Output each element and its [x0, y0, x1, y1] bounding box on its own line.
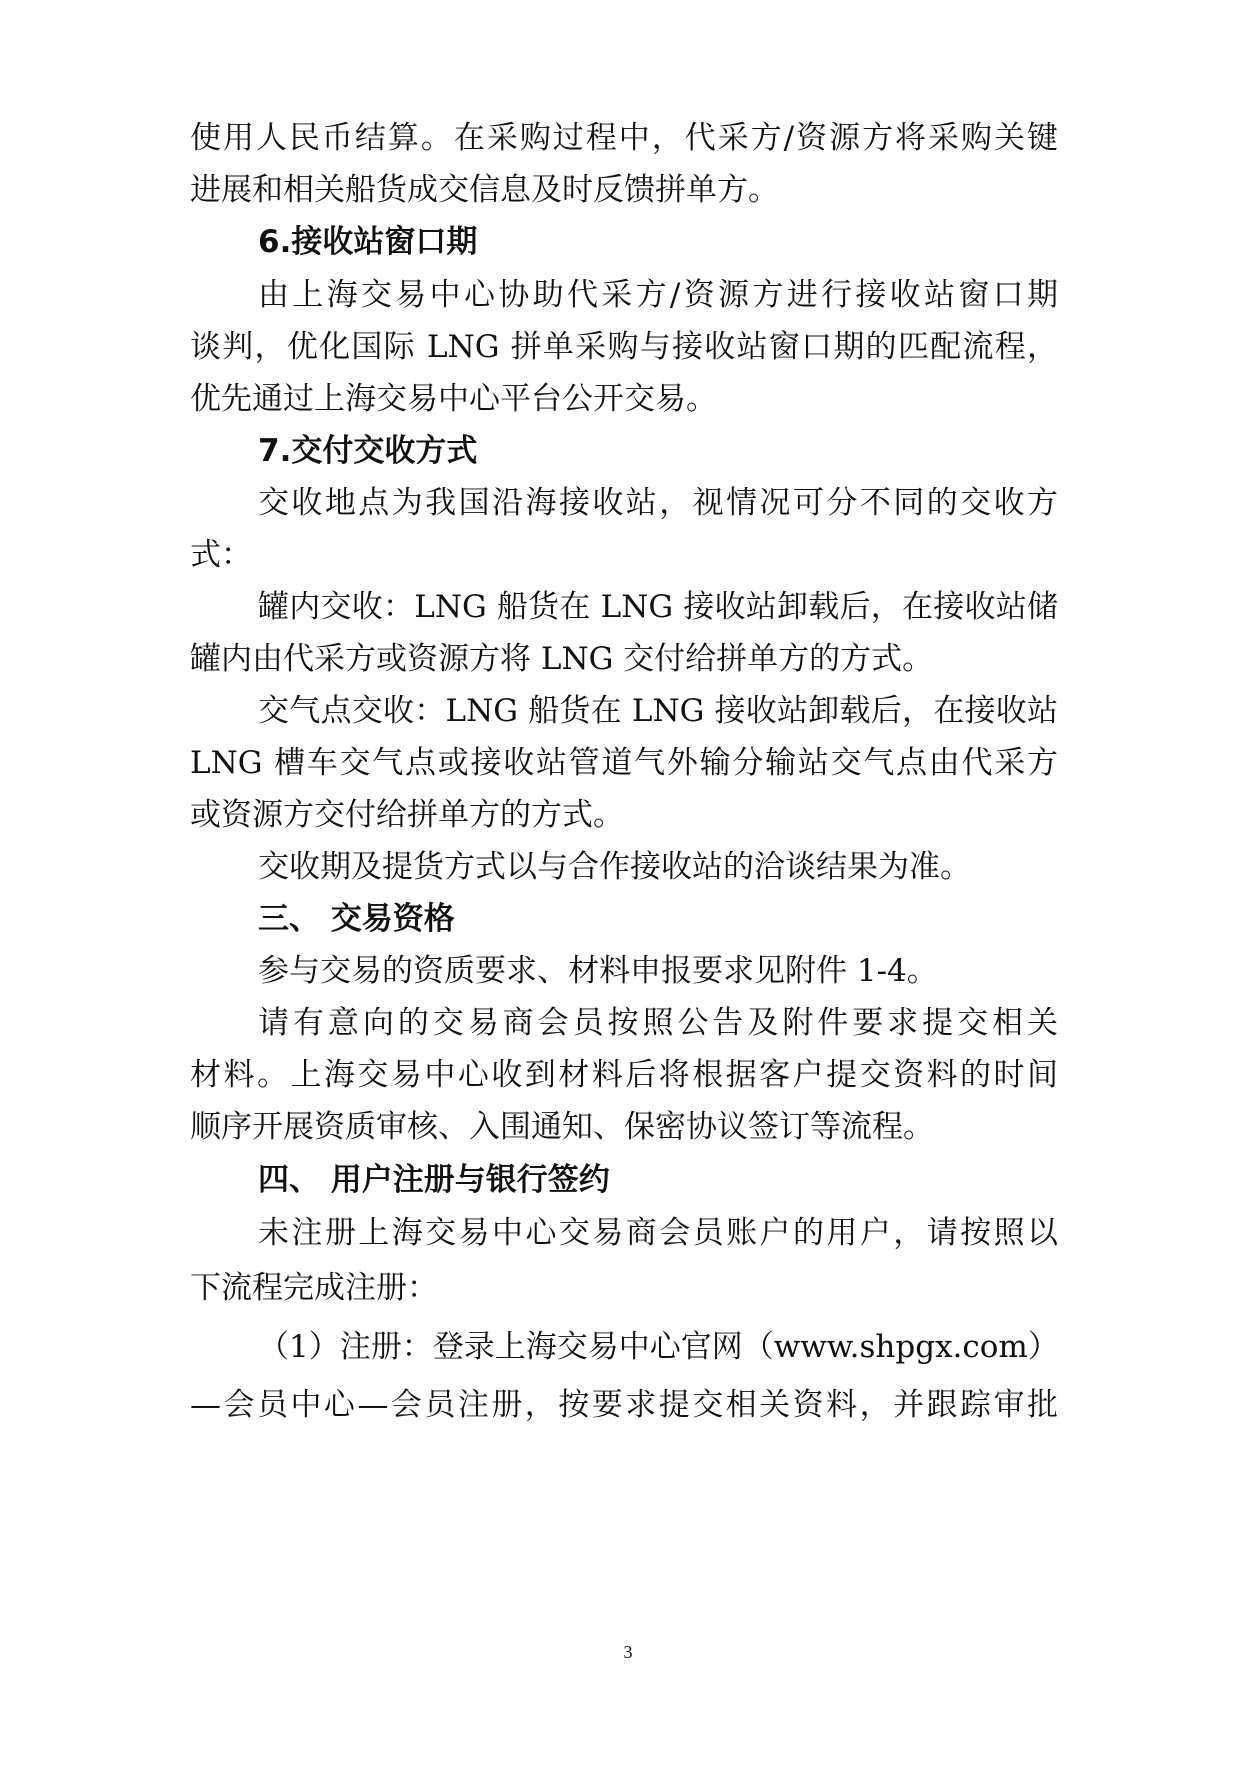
- paragraph-line: 交收地点为我国沿海接收站，视情况可分不同的交收方: [258, 485, 1058, 521]
- paragraph-line: 式：: [190, 537, 252, 573]
- paragraph-line: —会员中心—会员注册，按要求提交相关资料，并跟踪审批: [190, 1387, 1058, 1423]
- paragraph-line: 罐内由代采方或资源方将 LNG 交付给拼单方的方式。: [190, 641, 934, 677]
- paragraph-line: LNG 槽车交气点或接收站管道气外输分输站交气点由代采方: [190, 745, 1058, 781]
- paragraph-line: （1）注册：登录上海交易中心官网（www.shpgx.com）: [258, 1329, 1059, 1365]
- paragraph-line: 交收期及提货方式以与合作接收站的洽谈结果为准。: [258, 849, 971, 885]
- section-heading: 7.交付交收方式: [258, 433, 478, 469]
- paragraph-line: 谈判，优化国际 LNG 拼单采购与接收站窗口期的匹配流程，: [190, 329, 1058, 365]
- paragraph-line: 参与交易的资质要求、材料申报要求见附件 1-4。: [258, 953, 938, 989]
- page-number: 3: [623, 1642, 633, 1662]
- paragraph-line: 请有意向的交易商会员按照公告及附件要求提交相关: [258, 1005, 1058, 1041]
- paragraph-line: 下流程完成注册：: [190, 1270, 438, 1306]
- paragraph-line: 进展和相关船货成交信息及时反馈拼单方。: [190, 172, 779, 208]
- section-heading: 四、 用户注册与银行签约: [258, 1162, 610, 1198]
- paragraph-line: 顺序开展资质审核、入围通知、保密协议签订等流程。: [190, 1109, 934, 1145]
- section-heading: 6.接收站窗口期: [258, 224, 478, 260]
- paragraph-line: 优先通过上海交易中心平台公开交易。: [190, 381, 717, 417]
- paragraph-line: 未注册上海交易中心交易商会员账户的用户，请按照以: [258, 1215, 1058, 1251]
- paragraph-line: 使用人民币结算。在采购过程中，代采方/资源方将采购关键: [190, 120, 1058, 156]
- paragraph-line: 或资源方交付给拼单方的方式。: [190, 797, 624, 833]
- paragraph-line: 交气点交收：LNG 船货在 LNG 接收站卸载后，在接收站: [258, 693, 1058, 729]
- section-heading: 三、 交易资格: [258, 901, 455, 937]
- paragraph-line: 由上海交易中心协助代采方/资源方进行接收站窗口期: [258, 277, 1058, 313]
- paragraph-line: 罐内交收：LNG 船货在 LNG 接收站卸载后，在接收站储: [258, 589, 1058, 625]
- paragraph-line: 材料。上海交易中心收到材料后将根据客户提交资料的时间: [190, 1057, 1058, 1093]
